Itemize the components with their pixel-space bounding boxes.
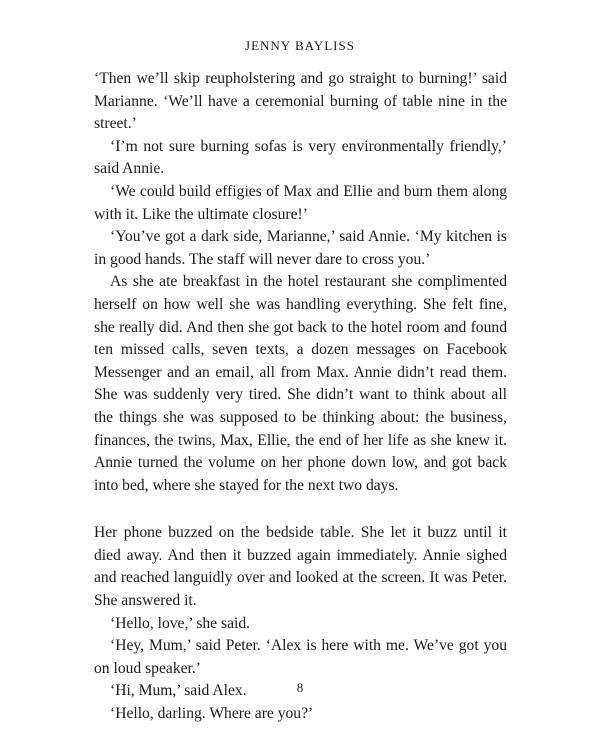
body-text [94,68,507,726]
paragraph: ‘Hey, Mum,’ said Peter. ‘Alex is here with me. We’ve got you on loud speaker.’ [94,637,507,677]
page-number: 8 [296,680,304,695]
running-head: JENNY BAYLISS [245,38,355,53]
paragraph: ‘We could build effigies of Max and Ellie and burn them along with it. Like the ultimate closure!’ [94,182,507,223]
section-break [94,497,507,522]
paragraph: ‘Hello, darling. Where are you?’ [110,705,314,723]
paragraph: ‘You’ve got a dark side, Marianne,’ said Annie. ‘My kitchen is in good hands. The staff will never dare to cross you.’ [94,228,507,268]
paragraph: Her phone buzzed on the bedside table. She let it buzz until it died away. And then it buzzed again immediately. Annie sighed and reached languidly over and looked at the screen. It was Peter. She answered it. [94,524,507,610]
paragraph: ‘Hi, Mum,’ said Alex. [110,682,247,700]
paragraph: ‘I’m not sure burning sofas is very environmentally friendly,’ said Annie. [94,137,507,178]
paragraph: ‘Then we’ll skip reupholstering and go straight to burning!’ said Marianne. ‘We’ll have a ceremonial burning of table nine in the street.’ [94,70,507,133]
paragraph: As she ate breakfast in the hotel restaurant she complimented herself on how well she was handling everything. She felt fine, she really did. And then she got back to the hotel room and found ten missed calls, seven texts, a dozen messages on Facebook Messenger and an email, all from Max. Annie didn’t read them. She was suddenly very tired. She didn’t want to think about all the things she was supposed to be thinking about: the business, finances, the twins, Max, Ellie, the end of her life as she knew it. Annie turned the volume on her phone down low, and got back into bed, where she stayed for the next two days. [94,273,507,494]
paragraph: ‘Hello, love,’ she said. [110,614,251,632]
